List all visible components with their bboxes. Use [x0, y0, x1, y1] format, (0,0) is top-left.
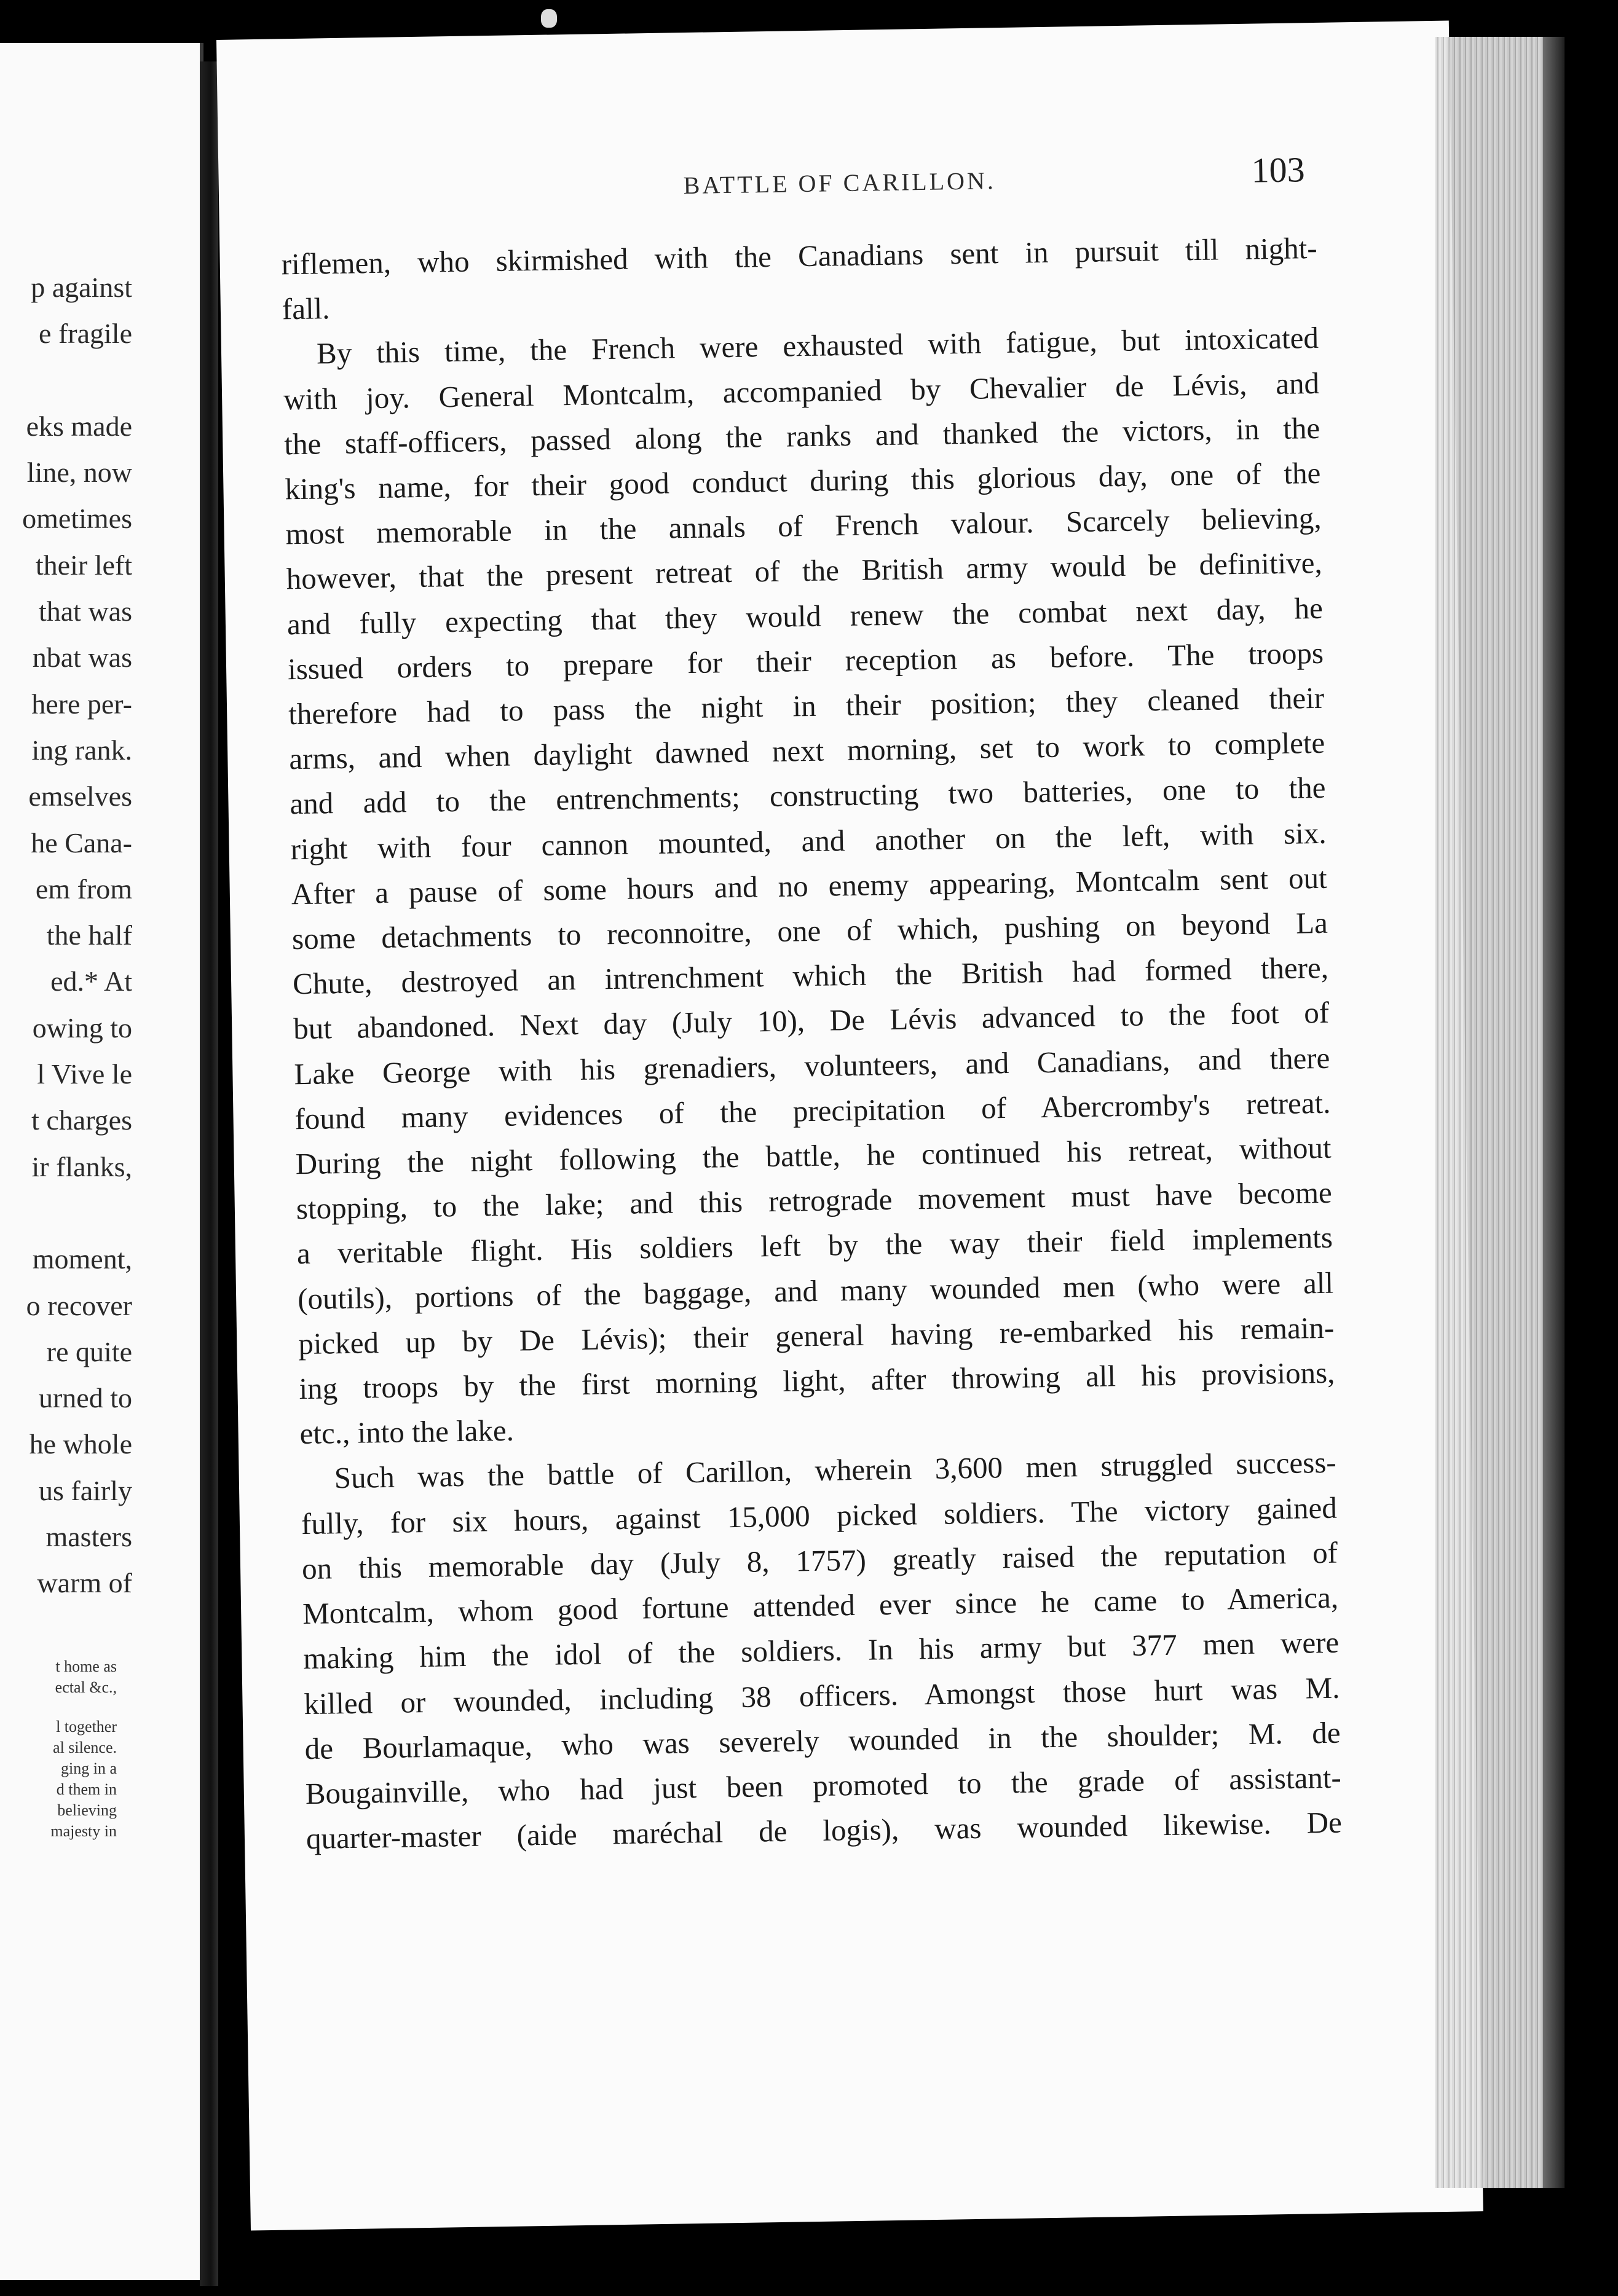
left-page-footnote-line: ging in a — [61, 1759, 117, 1777]
text-line: fully, for six hours, against 15,000 picked soldiers. The victory gained — [301, 1490, 1338, 1541]
left-page-fragment — [0, 43, 203, 2280]
left-page-line: emselves — [28, 780, 132, 812]
left-page-footnote-line: t home as — [55, 1657, 117, 1675]
text-line: riflemen, who skirmished with the Canadians sent in pursuit till night- — [281, 230, 1317, 281]
text-line: By this time, the French were exhausted with fatigue, but intoxicated — [316, 321, 1319, 371]
left-page-footnote-line: believing — [57, 1801, 117, 1819]
left-page-footnotes — [0, 1656, 117, 1842]
left-page-line — [0, 357, 132, 403]
left-page-line: t charges — [31, 1104, 132, 1136]
text-line: Chute, destroyed an intrenchment which the British had formed there, — [292, 951, 1329, 1001]
left-page-line: ed.* At — [50, 965, 132, 997]
left-page-line: masters — [45, 1521, 132, 1553]
text-line: issued orders to prepare for their reception as before. The troops — [287, 635, 1324, 686]
text-line: arms, and when daylight dawned next morning, set to work to complete — [288, 726, 1325, 776]
text-line: After a pause of some hours and no enemy appearing, Montcalm sent out — [291, 860, 1328, 911]
main-page — [216, 21, 1483, 2231]
text-line: and fully expecting that they would renew the combat next day, he — [286, 591, 1324, 641]
left-page-line — [0, 1190, 132, 1236]
page-fore-edge — [1435, 37, 1565, 2188]
left-page-line: urned to — [38, 1382, 132, 1414]
left-page-footnote-line — [0, 1698, 117, 1716]
left-page-line: line, now — [26, 457, 132, 489]
left-page-line: warm of — [37, 1567, 132, 1599]
left-page-line: e fragile — [39, 318, 132, 350]
left-page-line: ing rank. — [31, 734, 132, 766]
running-head: BATTLE OF CARILLON. — [683, 167, 996, 200]
text-line: During the night following the battle, he continued his retreat, without — [295, 1130, 1332, 1181]
text-line: (outils), portions of the baggage, and many wounded men (who were all — [297, 1265, 1334, 1316]
left-page-line: p against — [31, 272, 132, 303]
left-page-line: the half — [46, 919, 132, 951]
left-page-line: moment, — [32, 1243, 132, 1275]
text-line: right with four cannon mounted, and another on the left, with six. — [290, 816, 1327, 866]
left-page-line: nbat was — [32, 642, 132, 674]
text-line: killed or wounded, including 38 officers. Amongst those hurt was M. — [304, 1670, 1340, 1721]
left-page-line: o recover — [26, 1289, 132, 1321]
left-page-footnote-line: ectal &c., — [55, 1678, 117, 1696]
text-line: found many evidences of the precipitation of Abercromby's retreat. — [294, 1085, 1331, 1136]
left-page-line: em from — [35, 873, 132, 905]
text-line: therefore had to pass the night in their position; they cleaned their — [288, 680, 1325, 731]
left-page-line: eks made — [26, 410, 132, 442]
left-page-line: their left — [35, 549, 132, 581]
left-page-footnote-line: al silence. — [53, 1739, 117, 1756]
text-line: but abandoned. Next day (July 10), De Lévis advanced to the foot of — [293, 996, 1330, 1046]
text-line: etc., into the lake. — [299, 1413, 515, 1451]
book-gutter — [200, 61, 218, 2286]
text-line: however, that the present retreat of the British army would be definitive, — [286, 546, 1323, 596]
text-line: king's name, for their good conduct during this glorious day, one of the — [285, 455, 1321, 506]
text-line: stopping, to the lake; and this retrograde movement must have become — [296, 1175, 1333, 1226]
left-page-line: owing to — [32, 1012, 132, 1044]
text-line: the staff-officers, passed along the ranks and thanked the victors, in the — [283, 411, 1320, 462]
left-page-footnote-line: l together — [56, 1718, 117, 1736]
left-page-line: that was — [38, 596, 132, 627]
page-number: 103 — [1251, 149, 1306, 191]
text-line: with joy. General Montcalm, accompanied by Chevalier de Lévis, and — [283, 366, 1320, 416]
text-line: and add to the entrenchments; constructing two batteries, one to the — [290, 771, 1326, 821]
text-line: Montcalm, whom good fortune attended ever since he came to America, — [302, 1580, 1339, 1631]
left-page-line: l Vive le — [37, 1058, 132, 1090]
text-line: Bougainville, who had just been promoted to the grade of assistant- — [305, 1760, 1342, 1810]
text-line: Such was the battle of Carillon, wherein 3,600 men struggled success- — [334, 1445, 1337, 1495]
text-line: de Bourlamaque, who was severely wounded in the shoulder; M. de — [304, 1715, 1341, 1766]
left-page-line: re quite — [46, 1335, 132, 1367]
text-line: Lake George with his grenadiers, volunteers, and Canadians, and there — [294, 1040, 1330, 1091]
text-line: ing troops by the first morning light, after throwing all his provisions, — [299, 1355, 1335, 1406]
left-page-line: ir flanks, — [31, 1150, 132, 1182]
binding-mark — [541, 9, 557, 28]
body-text — [281, 226, 1342, 1861]
left-page-text — [0, 264, 132, 1606]
left-page-line: he Cana- — [31, 827, 132, 859]
text-line: making him the idol of the soldiers. In his army but 377 men were — [302, 1625, 1340, 1676]
text-line: some detachments to reconnoitre, one of which, pushing on beyond La — [291, 905, 1328, 956]
left-page-line: ometimes — [22, 503, 132, 535]
left-page-line: he whole — [29, 1428, 132, 1460]
text-line: fall. — [282, 291, 330, 326]
text-line: quarter-master (aide maréchal de logis), was wounded likewise. De — [306, 1805, 1343, 1856]
text-line: on this memorable day (July 8, 1757) greatly raised the reputation of — [301, 1535, 1338, 1586]
text-line: most memorable in the annals of French valour. Scarcely believing, — [285, 501, 1322, 551]
left-page-line: here per- — [31, 688, 132, 720]
left-page-footnote-line: d them in — [56, 1780, 117, 1798]
left-page-line: us fairly — [38, 1474, 132, 1506]
text-line: picked up by De Lévis); their general having re-embarked his remain- — [298, 1310, 1335, 1361]
text-line: a veritable flight. His soldiers left by the way their field implements — [296, 1221, 1333, 1271]
left-page-footnote-line: majesty in — [50, 1822, 117, 1840]
